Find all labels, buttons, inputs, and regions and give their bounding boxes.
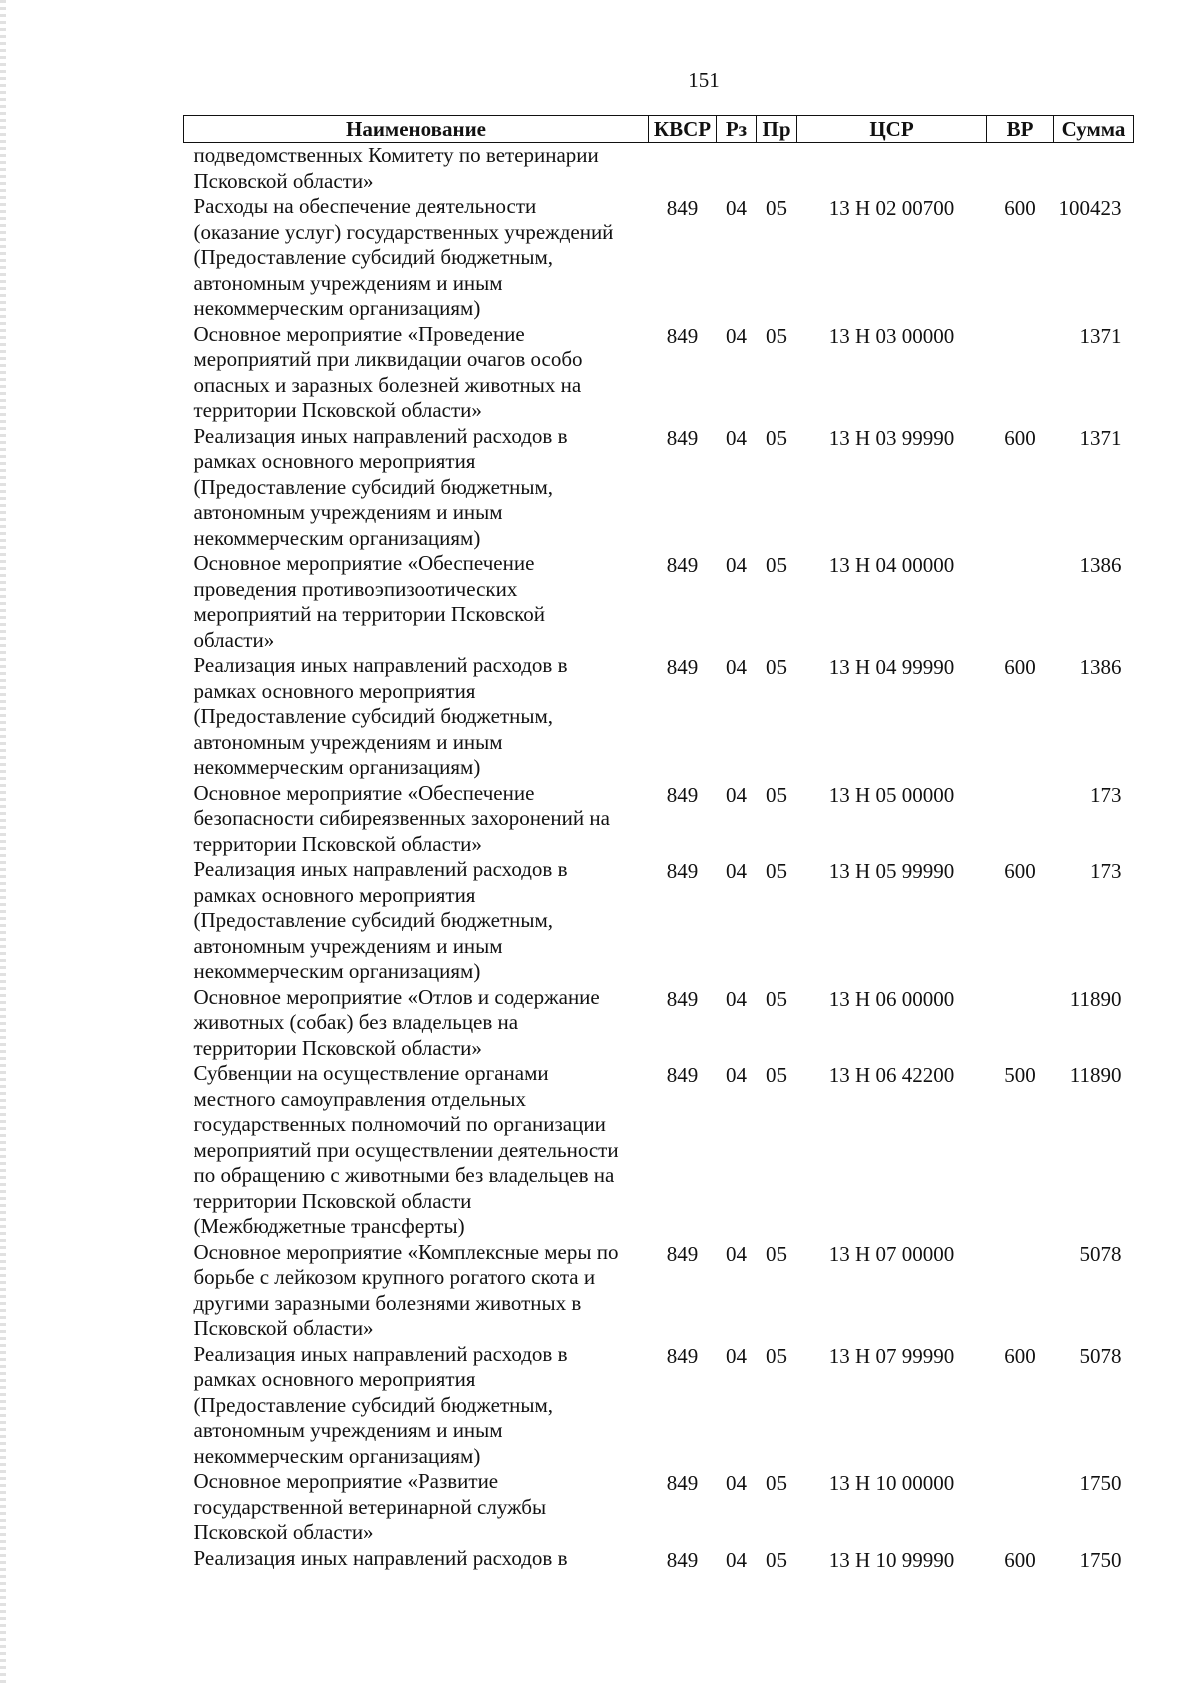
row-name: подведомственных Комитету по ветеринарии Псковской области»	[193, 143, 599, 193]
row-name: Основное мероприятие «Обеспечение безопасности сибиреязвенных захоронений на территории Псковской области»	[193, 780, 610, 856]
row-sum	[1054, 143, 1134, 195]
row-pr: 05	[766, 1063, 787, 1087]
row-csr: 13 Н 05 99990	[828, 859, 955, 883]
row-name: Реализация иных направлений расходов в рамках основного мероприятия (Предоставление субсидий бюджетным, автономным учреждениям и иным некоммерческим организациям)	[193, 1341, 568, 1468]
row-kvsr: 849	[666, 986, 699, 1011]
row-pr: 05	[766, 1241, 787, 1266]
table-row	[184, 1061, 1134, 1240]
row-csr: 13 Н 05 00000	[828, 782, 955, 807]
table-row	[184, 653, 1134, 781]
row-csr: 13 Н 10 99990	[828, 1547, 955, 1572]
row-sum: 1750	[1079, 1547, 1122, 1572]
row-rz: 04	[726, 1063, 747, 1087]
row-rz: 04	[726, 859, 747, 883]
row-kvsr: 849	[666, 1547, 699, 1572]
row-name: Реализация иных направлений расходов в рамках основного мероприятия (Предоставление субсидий бюджетным, автономным учреждениям и иным некоммерческим организациям)	[193, 653, 568, 779]
table-row	[184, 143, 1134, 195]
row-kvsr: 849	[666, 655, 699, 679]
table-row	[184, 857, 1134, 985]
row-sum: 11890	[1069, 1063, 1122, 1087]
row-pr: 05	[766, 553, 787, 577]
row-csr: 13 Н 04 00000	[828, 553, 955, 577]
row-pr: 05	[766, 655, 787, 679]
row-vr: 600	[1004, 196, 1036, 220]
row-sum: 5078	[1079, 1343, 1122, 1368]
header-rz: Рз	[717, 116, 757, 143]
row-name: Реализация иных направлений расходов в рамках основного мероприятия (Предоставление субсидий бюджетным, автономным учреждениям и иным некоммерческим организациям)	[193, 857, 568, 983]
row-kvsr: 849	[666, 196, 699, 220]
row-kvsr: 849	[666, 1063, 699, 1087]
row-vr: 600	[1004, 1343, 1036, 1368]
row-rz: 04	[726, 1241, 747, 1266]
table-row	[184, 1469, 1134, 1546]
row-vr: 600	[1004, 655, 1036, 679]
row-rz: 04	[726, 655, 747, 679]
row-rz: 04	[726, 782, 747, 807]
row-vr	[987, 551, 1054, 653]
row-sum: 100423	[1058, 196, 1122, 220]
row-sum: 1750	[1079, 1471, 1122, 1495]
row-vr	[987, 985, 1054, 1062]
row-sum: 1386	[1079, 553, 1122, 577]
row-pr: 05	[766, 859, 787, 883]
row-pr: 05	[766, 1343, 787, 1368]
row-sum: 1371	[1079, 323, 1122, 348]
row-csr: 13 Н 03 00000	[828, 323, 955, 348]
row-vr: 600	[1004, 859, 1036, 883]
row-csr: 13 Н 04 99990	[828, 655, 955, 679]
header-name: Наименование	[184, 116, 649, 143]
row-pr: 05	[766, 986, 787, 1011]
row-pr	[757, 143, 797, 195]
row-rz: 04	[726, 196, 747, 220]
scan-edge	[0, 0, 6, 1686]
row-pr: 05	[766, 323, 787, 348]
row-csr: 13 Н 06 42200	[828, 1063, 955, 1087]
row-csr: 13 Н 07 00000	[828, 1241, 955, 1266]
row-rz: 04	[726, 1547, 747, 1572]
table-row	[184, 1342, 1134, 1470]
table-row	[184, 424, 1134, 552]
row-name: Основное мероприятие «Проведение мероприятий при ликвидации очагов особо опасных и заразных болезней животных на территории Псковской области»	[193, 321, 583, 422]
row-csr: 13 Н 02 00700	[828, 196, 955, 220]
row-name: Основное мероприятие «Комплексные меры по борьбе с лейкозом крупного рогатого скота и другими заразными болезнями животных в Псковской области»	[193, 1239, 619, 1340]
row-name: Реализация иных направлений расходов в	[193, 1545, 568, 1570]
row-kvsr: 849	[666, 1343, 699, 1368]
row-rz: 04	[726, 425, 747, 450]
table-row	[184, 1546, 1134, 1574]
page-number: 151	[688, 68, 720, 92]
row-csr: 13 Н 06 00000	[828, 986, 955, 1011]
row-sum: 5078	[1079, 1241, 1122, 1266]
row-sum: 1371	[1079, 425, 1122, 450]
row-kvsr	[649, 143, 717, 195]
row-vr: 600	[1004, 1547, 1036, 1572]
header-csr: ЦСР	[797, 116, 987, 143]
row-vr: 600	[1004, 425, 1036, 450]
row-name: Основное мероприятие «Отлов и содержание животных (собак) без владельцев на территории Псковской области»	[193, 984, 600, 1060]
row-sum: 1386	[1079, 655, 1122, 679]
row-rz: 04	[726, 986, 747, 1011]
row-name: Субвенции на осуществление органами местного самоуправления отдельных государственных полномочий по организации мероприятий при осуществлении деятельности по обращению с животными без владельцев на территории Псковской области (Межбюджетные трансферты)	[193, 1061, 619, 1238]
row-kvsr: 849	[666, 1471, 699, 1495]
budget-table	[183, 115, 1134, 1573]
header-pr: Пр	[757, 116, 797, 143]
row-vr	[987, 1240, 1054, 1342]
row-name: Расходы на обеспечение деятельности (оказание услуг) государственных учреждений (Предоставление субсидий бюджетным, автономным учреждениям и иным некоммерческим организациям)	[193, 194, 614, 320]
row-kvsr: 849	[666, 859, 699, 883]
table-row	[184, 1240, 1134, 1342]
row-pr: 05	[766, 425, 787, 450]
row-kvsr: 849	[666, 323, 699, 348]
header-kvsr: КВСР	[649, 116, 717, 143]
row-csr	[797, 143, 987, 195]
row-csr: 13 Н 07 99990	[828, 1343, 955, 1368]
table-row	[184, 194, 1134, 322]
row-rz: 04	[726, 553, 747, 577]
row-rz: 04	[726, 1471, 747, 1495]
row-name: Реализация иных направлений расходов в рамках основного мероприятия (Предоставление субсидий бюджетным, автономным учреждениям и иным некоммерческим организациям)	[193, 423, 568, 550]
row-pr: 05	[766, 1547, 787, 1572]
row-vr	[987, 1469, 1054, 1546]
table-row	[184, 781, 1134, 858]
table-row	[184, 322, 1134, 424]
row-sum: 11890	[1069, 986, 1122, 1011]
table-header-row	[184, 116, 1134, 143]
table-row	[184, 985, 1134, 1062]
row-vr	[987, 781, 1054, 858]
row-name: Основное мероприятие «Обеспечение проведения противоэпизоотических мероприятий на территории Псковской области»	[193, 551, 545, 652]
row-pr: 05	[766, 782, 787, 807]
table-row	[184, 551, 1134, 653]
row-kvsr: 849	[666, 1241, 699, 1266]
row-sum: 173	[1090, 782, 1122, 807]
row-kvsr: 849	[666, 425, 699, 450]
row-kvsr: 849	[666, 553, 699, 577]
row-rz: 04	[726, 1343, 747, 1368]
row-pr: 05	[766, 1471, 787, 1495]
row-name: Основное мероприятие «Развитие государственной ветеринарной службы Псковской области»	[193, 1469, 547, 1544]
row-rz: 04	[726, 323, 747, 348]
row-rz	[717, 143, 757, 195]
row-csr: 13 Н 10 00000	[828, 1471, 955, 1495]
row-sum: 173	[1090, 859, 1122, 883]
row-vr: 500	[1004, 1063, 1036, 1087]
row-csr: 13 Н 03 99990	[828, 425, 955, 450]
row-vr	[987, 143, 1054, 195]
row-pr: 05	[766, 196, 787, 220]
row-kvsr: 849	[666, 782, 699, 807]
row-vr	[987, 322, 1054, 424]
header-sum: Сумма	[1054, 116, 1134, 143]
header-vr: ВР	[987, 116, 1054, 143]
